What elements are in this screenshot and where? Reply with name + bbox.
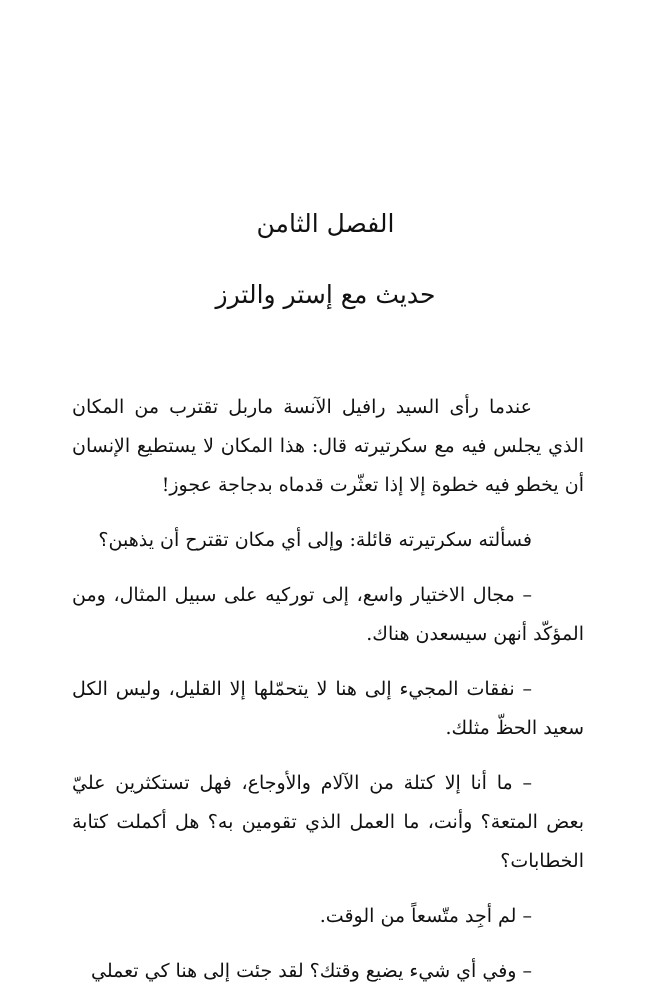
chapter-body (72, 388, 584, 1007)
paragraph-2: فسألته سكرتيرته قائلة: وإلى أي مكان تقترح أن يذهبن؟ (98, 529, 532, 551)
chapter-title: الفصل الثامن (256, 209, 395, 238)
paragraph-1: عندما رأى السيد رافيل الآنسة ماربل تقترب من المكان الذي يجلس فيه مع سكرتيرته قال: هذا المكان لا يستطيع الإنسان أن يخطو فيه خطوة إلا إذا تعثّرت قدماه بدجاجة عجوز! (72, 396, 584, 496)
paragraph-5: – ما أنا إلا كتلة من الآلام والأوجاع، فهل تستكثرين عليّ بعض المتعة؟ وأنت، ما العمل الذي تقومين به؟ هل أكملت كتابة الخطابات؟ (72, 772, 584, 872)
paragraph-7: – وفي أي شيء يضيع وقتك؟ لقد جئت إلى هنا كي تعملي (91, 960, 532, 982)
paragraph-3: – مجال الاختيار واسع، إلى توركيه على سبيل المثال، ومن المؤكّد أنهن سيسعدن هناك. (72, 584, 584, 645)
chapter-subtitle: حديث مع إستر والترز (215, 280, 436, 309)
paragraph-6: – لم أجِد متّسعاً من الوقت. (319, 905, 532, 927)
paragraph-4: – نفقات المجيء إلى هنا لا يتحمّلها إلا القليل، وليس الكل سعيد الحظّ مثلك. (72, 678, 584, 739)
